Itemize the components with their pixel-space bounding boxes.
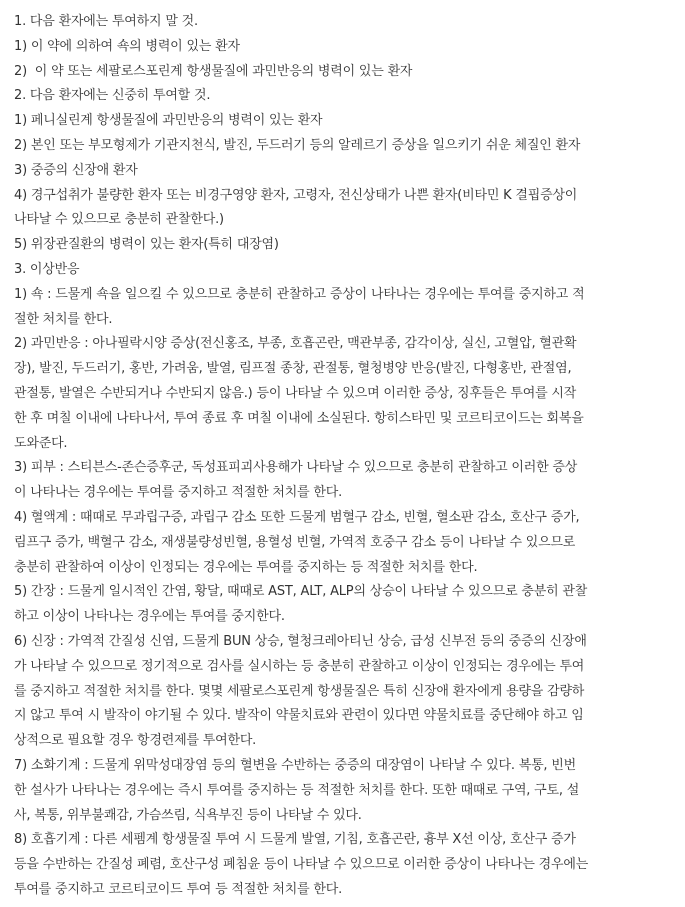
text-line: 가 나타날 수 있으므로 정기적으로 검사를 실시하는 등 충분히 관찰하고 이상이 인정되는 경우에는 투여	[14, 658, 585, 674]
text-line: 관절통, 발열은 수반되거나 수반되지 않음.) 등이 나타날 수 있으며 이러한 증상, 징후들은 투여를 시작	[14, 385, 577, 401]
text-line: 지 않고 투여 시 발작이 야기될 수 있다. 발작이 약물치료와 관련이 있다면 약물치료를 중단해야 하고 임	[14, 708, 584, 724]
text-line: 투여를 중지하고 코르티코이드 투여 등 적절한 처치를 한다.	[14, 881, 343, 897]
heading-contraindications: 1. 다음 환자에는 투여하지 말 것.	[14, 14, 198, 29]
text-line: 상적으로 필요할 경우 항경련제를 투여한다.	[14, 733, 257, 749]
text-line: 도와준다.	[14, 435, 68, 451]
text-line: 1) 페니실린계 항생물질에 과민반응의 병력이 있는 환자	[14, 113, 323, 129]
text-line: 1) 쇽 : 드물게 쇽을 일으킬 수 있으므로 충분히 관찰하고 증상이 나타나는 경우에는 투여를 중지하고 적	[14, 286, 585, 302]
text-line: 7) 소화기계 : 드물게 위막성대장염 등의 혈변을 수반하는 중증의 대장염이 나타날 수 있다. 복통, 빈번	[14, 757, 577, 773]
heading-adverse-reactions: 3. 이상반응	[14, 261, 80, 277]
text-line: 2) 본인 또는 부모형제가 기관지천식, 발진, 두드러기 등의 알레르기 증상을 일으키기 쉬운 체질인 환자	[14, 137, 581, 153]
text-line: 이 나타나는 경우에는 투여를 중지하고 적절한 처치를 한다.	[14, 485, 343, 501]
heading-precautions: 2. 다음 환자에는 신중히 투여할 것.	[14, 88, 211, 104]
text-line: 2) 이 약 또는 세팔로스포린계 항생물질에 과민반응의 병력이 있는 환자	[14, 63, 413, 79]
text-line: 림프구 증가, 백혈구 감소, 재생불량성빈혈, 용혈성 빈혈, 가역적 호중구 감소 등이 나타날 수 있으므로	[14, 534, 576, 550]
text-line: 한 후 며칠 이내에 나타나서, 투여 종료 후 며칠 이내에 소실된다. 항히스타민 및 코르티코이드는 회복을	[14, 410, 584, 426]
text-line: 6) 신장 : 가역적 간질성 신염, 드물게 BUN 상승, 혈청크레아티닌 상승, 급성 신부전 등의 중증의 신장애	[14, 633, 587, 649]
text-line: 한 설사가 나타나는 경우에는 즉시 투여를 중지하는 등 적절한 처치를 한다. 또한 때때로 구역, 구토, 설	[14, 782, 580, 798]
text-line: 등을 수반하는 간질성 폐렴, 호산구성 폐침윤 등이 나타날 수 있으므로 이러한 증상이 나타나는 경우에는	[14, 857, 589, 873]
text-line: 3) 중증의 신장애 환자	[14, 162, 138, 178]
text-line: 5) 간장 : 드물게 일시적인 간염, 황달, 때때로 AST, ALT, ALP의 상승이 나타날 수 있으므로 충분히 관찰	[14, 584, 588, 600]
text-line: 1) 이 약에 의하여 쇽의 병력이 있는 환자	[14, 38, 240, 54]
text-line: 충분히 관찰하여 이상이 인정되는 경우에는 투여를 중지하는 등 적절한 처치를 한다.	[14, 559, 478, 575]
text-line: 하고 이상이 나타나는 경우에는 투여를 중지한다.	[14, 609, 285, 625]
text-line: 8) 호흡기계 : 다른 세펨계 항생물질 투여 시 드물게 발열, 기침, 호흡곤란, 흉부 X선 이상, 호산구 증가	[14, 832, 576, 848]
text-line: 를 중지하고 적절한 처치를 한다. 몇몇 세팔로스포린계 항생물질은 특히 신장애 환자에게 용량을 감량하	[14, 683, 585, 699]
text-line: 2) 과민반응 : 아나필락시양 증상(전신홍조, 부종, 호흡곤란, 맥관부종, 감각이상, 실신, 고혈압, 혈관확	[14, 336, 577, 352]
text-line: 사, 복통, 위부불쾌감, 가슴쓰림, 식욕부진 등이 나타날 수 있다.	[14, 807, 362, 823]
text-line: 3) 피부 : 스티븐스-존슨증후군, 독성표피괴사용해가 나타날 수 있으므로 충분히 관찰하고 이러한 증상	[14, 460, 578, 476]
text-line: 나타날 수 있으므로 충분히 관찰한다.)	[14, 212, 224, 228]
text-line: 4) 혈액계 : 때때로 무과립구증, 과립구 감소 또한 드물게 범혈구 감소, 빈혈, 혈소판 감소, 호산구 증가,	[14, 509, 580, 525]
text-line: 절한 처치를 한다.	[14, 311, 113, 327]
text-line: 장), 발진, 두드러기, 홍반, 가려움, 발열, 림프절 종창, 관절통, 혈청병양 반응(발진, 다형홍반, 관절염,	[14, 361, 572, 377]
document-body	[14, 10, 674, 903]
text-line: 4) 경구섭취가 불량한 환자 또는 비경구영양 환자, 고령자, 전신상태가 나쁜 환자(비타민 K 결핍증상이	[14, 187, 578, 203]
text-line: 5) 위장관질환의 병력이 있는 환자(특히 대장염)	[14, 237, 279, 253]
